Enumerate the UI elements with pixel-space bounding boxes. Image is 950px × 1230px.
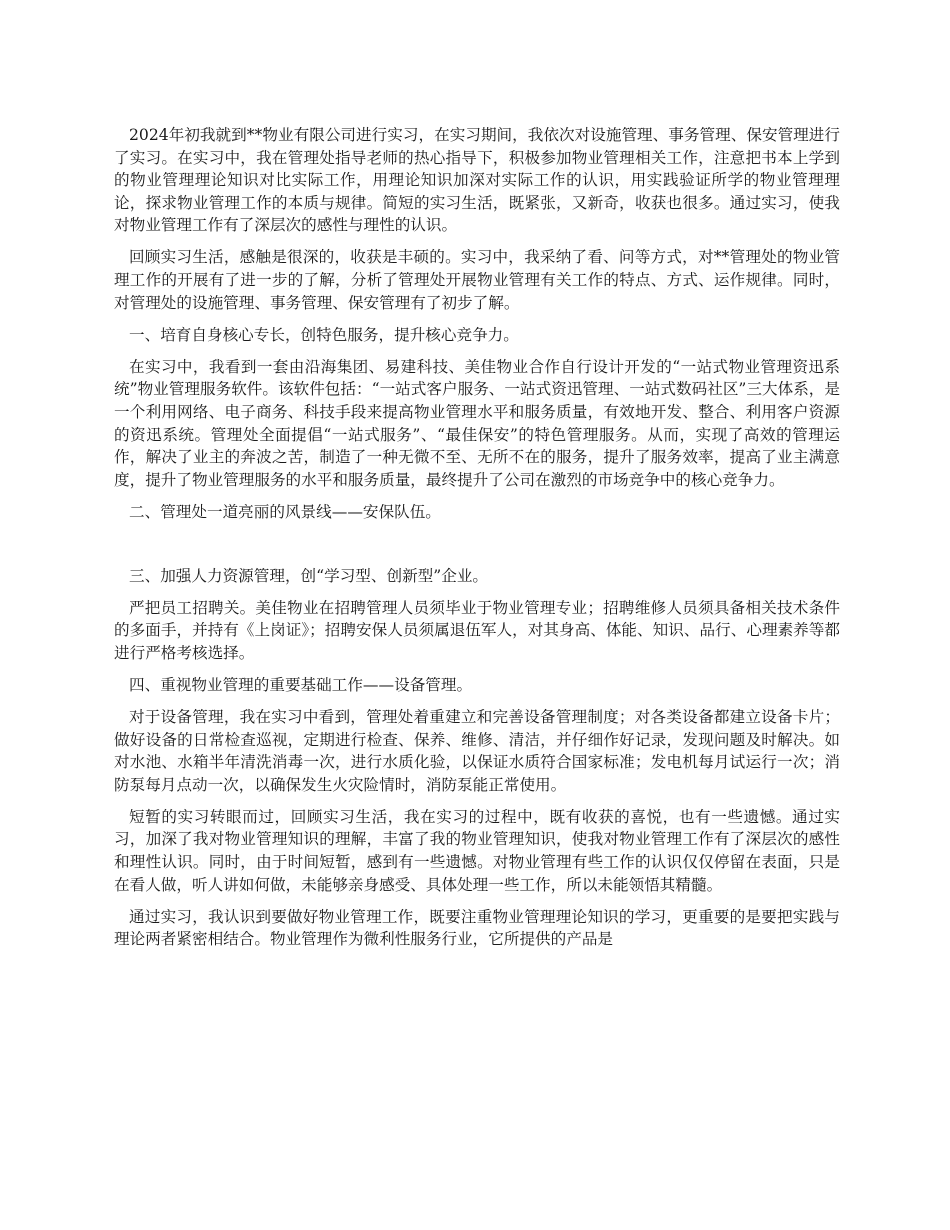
- section-heading-1: 一、培育自身核心专长，创特色服务，提升核心竞争力。: [129, 325, 519, 344]
- paragraph-intro: 2024年初我就到**物业有限公司进行实习，在实习期间，我依次对设施管理、事务管理、保安管理进行了实习。在实习中，我在管理处指导老师的热心指导下，积极参加物业管理相关工作，注意把书本上学到的物业管理理论知识对比实际工作，用理论知识加深对实际工作的认识，用实践验证所学的物业管理理论，探求物业管理工作的本质与规律。简短的实习生活，既紧张，又新奇，收获也很多。通过实习，使我对物业管理工作有了深层次的感性与理性的认识。: [114, 126, 840, 235]
- paragraph-recruitment: 严把员工招聘关。美佳物业在招聘管理人员须毕业于物业管理专业；招聘维修人员须具备相关技术条件的多面手，并持有《上岗证》；招聘安保人员须属退伍军人，对其身高、体能、知识、品行、心理素养等都进行严格考核选择。: [114, 598, 840, 662]
- section-heading-4: 四、重视物业管理的重要基础工作——设备管理。: [129, 675, 473, 694]
- paragraph-reflection: 短暂的实习转眼而过，回顾实习生活，我在实习的过程中，既有收获的喜悦，也有一些遗憾。通过实习，加深了我对物业管理知识的理解，丰富了我的物业管理知识，使我对物业管理工作有了深层次的感性和理性认识。同时，由于时间短暂，感到有一些遗憾。对物业管理有些工作的认识仅仅停留在表面，只是在看人做，听人讲如何做，未能够亲身感受、具体处理一些工作，所以未能领悟其精髓。: [114, 807, 840, 894]
- paragraph-equipment: 对于设备管理，我在实习中看到，管理处着重建立和完善设备管理制度；对各类设备都建立设备卡片；做好设备的日常检查巡视，定期进行检查、保养、维修、清洁，并仔细作好记录，发现问题及时解决。如对水池、水箱半年清洗消毒一次，进行水质化验，以保证水质符合国家标准；发电机每月试运行一次；消防泵每月点动一次，以确保发生火灾险情时，消防泵能正常使用。: [114, 707, 840, 794]
- document-page: [114, 124, 840, 960]
- section-heading-3: 三、加强人力资源管理，创“学习型、创新型”企业。: [129, 566, 489, 585]
- paragraph-review: 回顾实习生活，感触是很深的，收获是丰硕的。实习中，我采纳了看、问等方式，对**管理处的物业管理工作的开展有了进一步的了解，分析了管理处开展物业管理有关工作的特点、方式、运作规律。同时，对管理处的设施管理、事务管理、保安管理有了初步了解。: [114, 248, 840, 312]
- paragraph-software: 在实习中，我看到一套由沿海集团、易建科技、美佳物业合作自行设计开发的“一站式物业管理资迅系统”物业管理服务软件。该软件包括：“一站式客户服务、一站式资迅管理、一站式数码社区”三大体系，是一个利用网络、电子商务、科技手段来提高物业管理水平和服务质量，有效地开发、整合、利用客户资源的资迅系统。管理处全面提倡“一站式服务”、“最佳保安”的特色管理服务。从而，实现了高效的管理运作，解决了业主的奔波之苦，制造了一种无微不至、无所不在的服务，提升了服务效率，提高了业主满意度，提升了物业管理服务的水平和服务质量，最终提升了公司在激烈的市场竞争中的核心竞争力。: [114, 357, 840, 489]
- section-heading-2: 二、管理处一道亮丽的风景线——安保队伍。: [129, 502, 441, 521]
- paragraph-conclusion: 通过实习，我认识到要做好物业管理工作，既要注重物业管理理论知识的学习，更重要的是要把实践与理论两者紧密相结合。物业管理作为微利性服务行业，它所提供的产品是: [114, 907, 840, 949]
